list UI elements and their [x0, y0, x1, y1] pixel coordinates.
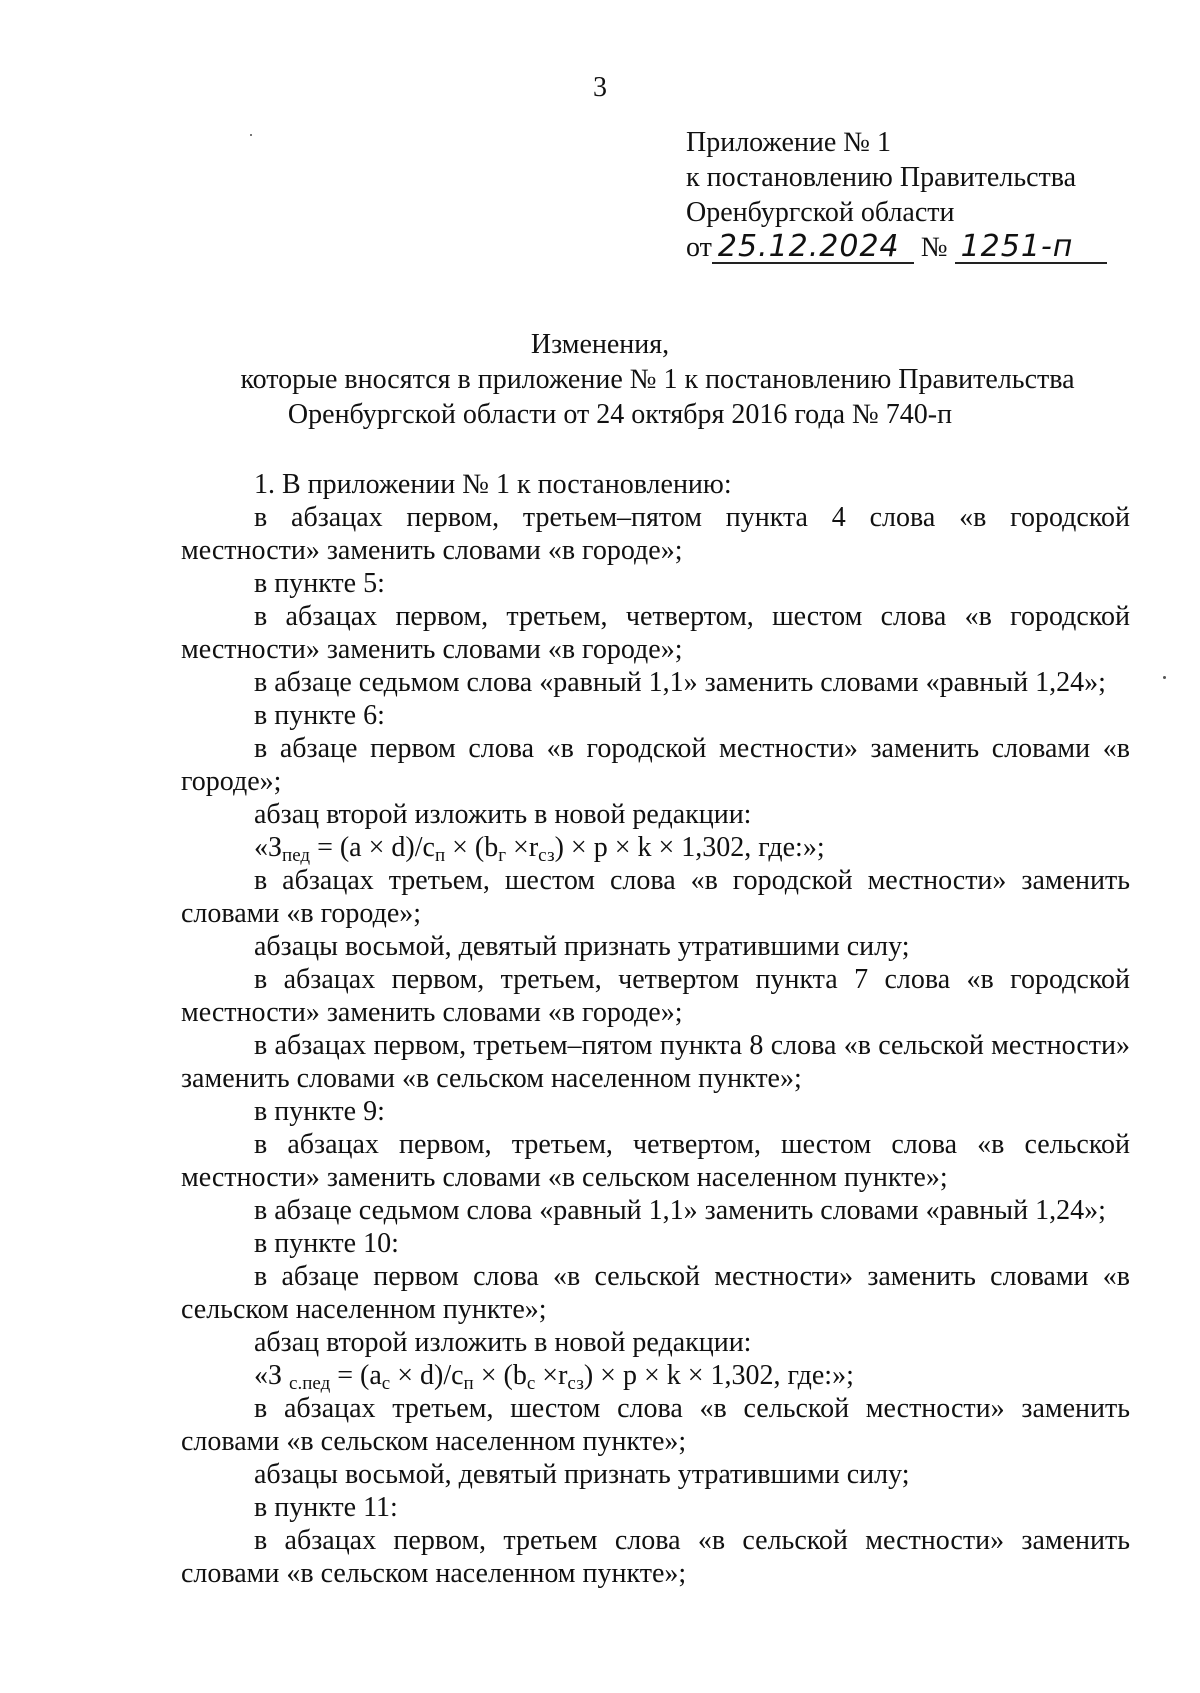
body-paragraph: в пункте 11:	[254, 1492, 398, 1523]
formula-text: «З	[254, 832, 283, 863]
body-paragraph: в абзацах первом, третьем, четвертом пункта 7 слова «в городской местности» заменить словами «в городе»;	[181, 964, 1130, 1028]
formula-text: × (b	[473, 1360, 527, 1391]
formula-text: × d)/с	[390, 1360, 464, 1391]
title-line-2: которые вносятся в приложение № 1 к постановлению Правительства	[240, 364, 1075, 395]
formula-subscript: п	[434, 845, 446, 866]
appendix-date-line	[686, 230, 1107, 265]
handwritten-date: 25.12.2024	[712, 232, 914, 264]
scan-speck	[250, 134, 252, 136]
formula-text: × (b	[445, 832, 499, 863]
body-paragraph: в абзацах третьем, шестом слова «в городской местности» заменить словами «в городе»;	[181, 865, 1130, 929]
formula-subscript: сз	[538, 845, 555, 866]
body-paragraph: 1. В приложении № 1 к постановлению:	[254, 469, 732, 500]
formula-text: «З	[254, 1360, 290, 1391]
body-paragraph: в абзаце первом слова «в сельской местности» заменить словами «в сельском населенном пункте»;	[181, 1261, 1130, 1325]
formula-subscript: с	[526, 1373, 536, 1394]
body-paragraph: в абзаце первом слова «в городской местности» заменить словами «в городе»;	[181, 733, 1130, 797]
formula-text: = (a × d)/с	[310, 832, 435, 863]
body-paragraph: в абзацах первом, третьем, четвертом, шестом слова «в городской местности» заменить словами «в городе»;	[181, 601, 1130, 665]
body-paragraph: в абзацах первом, третьем–пятом пункта 4 слова «в городской местности» заменить словами «в городе»;	[181, 502, 1130, 566]
body-paragraph: в абзаце седьмом слова «равный 1,1» заменить словами «равный 1,24»;	[254, 1195, 1106, 1226]
body-paragraph: в пункте 6:	[254, 700, 385, 731]
page-number: 3	[593, 72, 607, 103]
formula-subscript: п	[463, 1373, 474, 1394]
title-line-1: Изменения,	[530, 329, 670, 360]
document-title	[0, 327, 1200, 432]
appendix-header	[686, 125, 1107, 265]
number-prefix: №	[920, 232, 948, 263]
formula-urban	[181, 831, 1130, 864]
formula-rural	[181, 1359, 1130, 1392]
formula-subscript: с	[381, 1373, 391, 1394]
formula-text: ×r	[506, 832, 539, 863]
formula-subscript: с.пед	[289, 1373, 331, 1394]
formula-text: = (a	[330, 1360, 382, 1391]
handwritten-number: 1251-п	[955, 232, 1107, 264]
body-paragraph: в абзацах первом, третьем, четвертом, шестом слова «в сельской местности» заменить словами «в сельском населенном пункте»;	[181, 1129, 1130, 1193]
body-paragraph: в пункте 9:	[254, 1096, 385, 1127]
appendix-line-1: Приложение № 1	[686, 127, 891, 158]
body-paragraph: абзац второй изложить в новой редакции:	[254, 1327, 752, 1358]
body-paragraph: в абзацах первом, третьем–пятом пункта 8 слова «в сельской местности» заменить словами «в сельском населенном пункте»;	[181, 1030, 1130, 1094]
document-body	[181, 468, 1130, 1590]
formula-subscript: пед	[282, 845, 311, 866]
body-paragraph: в абзацах первом, третьем слова «в сельской местности» заменить словами «в сельском населенном пункте»;	[181, 1525, 1130, 1589]
formula-text: ) × p × k × 1,302, где:»;	[583, 1360, 854, 1391]
body-paragraph: абзацы восьмой, девятый признать утратившими силу;	[254, 1459, 910, 1490]
formula-text: ) × p × k × 1,302, где:»;	[554, 832, 825, 863]
body-paragraph: в пункте 10:	[254, 1228, 399, 1259]
body-paragraph: в пункте 5:	[254, 568, 385, 599]
date-prefix: от	[686, 232, 712, 263]
scan-speck	[1163, 676, 1166, 679]
title-line-3: Оренбургской области от 24 октября 2016 года № 740-п	[287, 399, 953, 430]
body-paragraph: в абзацах третьем, шестом слова «в сельской местности» заменить словами «в сельском населенном пункте»;	[181, 1393, 1130, 1457]
appendix-line-3: Оренбургской области	[686, 197, 955, 228]
body-paragraph: в абзаце седьмом слова «равный 1,1» заменить словами «равный 1,24»;	[254, 667, 1106, 698]
formula-subscript: г	[498, 845, 507, 866]
body-paragraph: абзацы восьмой, девятый признать утратившими силу;	[254, 931, 910, 962]
formula-subscript: сз	[567, 1373, 584, 1394]
appendix-line-2: к постановлению Правительства	[686, 162, 1077, 193]
formula-text: ×r	[535, 1360, 568, 1391]
body-paragraph: абзац второй изложить в новой редакции:	[254, 799, 752, 830]
